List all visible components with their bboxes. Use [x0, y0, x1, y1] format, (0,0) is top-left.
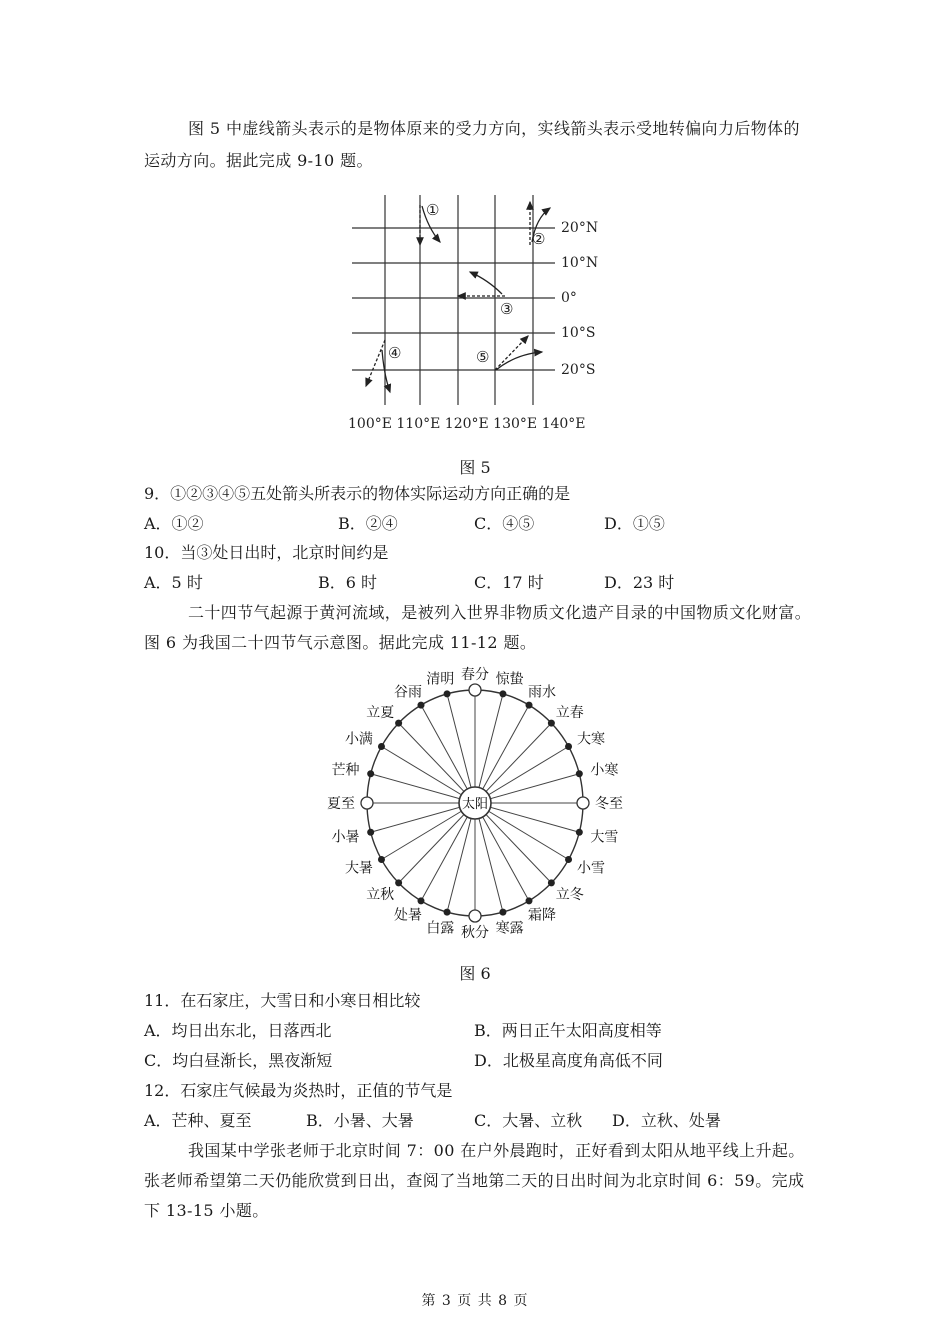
- lat-label-0: 0°: [561, 290, 577, 306]
- q12-option-a: A．芒种、夏至: [144, 1111, 252, 1130]
- marker-4: ④: [388, 344, 402, 362]
- page-footer: 第 3 页 共 8 页: [421, 1293, 529, 1309]
- term-label: 处暑: [394, 907, 422, 924]
- term-label: 小暑: [331, 829, 360, 846]
- term-point: [361, 797, 373, 809]
- spoke: [475, 803, 503, 912]
- term-label: 立春: [555, 704, 584, 721]
- term-point: [469, 684, 481, 696]
- q11-option-a: A．均日出东北，日落西北: [144, 1021, 332, 1040]
- term-point: [418, 897, 425, 904]
- intro3-line1: 我国某中学张老师于北京时间 7：00 在户外晨跑时，正好看到太阳从地平线上升起。: [188, 1141, 805, 1160]
- marker-2: ②: [532, 230, 546, 248]
- term-label: 夏至: [327, 796, 355, 812]
- term-point: [576, 829, 583, 836]
- figure5-caption: 图 5: [459, 458, 491, 477]
- term-label: 小满: [344, 731, 373, 748]
- term-label: 白露: [426, 920, 455, 937]
- figure5-grid-diagram: [340, 190, 620, 440]
- term-label: 清明: [426, 671, 455, 688]
- figure6-solar-terms-diagram: [325, 658, 625, 953]
- term-point: [395, 879, 402, 886]
- intro2-line1: 二十四节气起源于黄河流域，是被列入世界非物质文化遗产目录的中国物质文化财富。: [188, 603, 812, 622]
- term-label: 春分: [461, 667, 489, 683]
- lat-label-20n: 20°N: [561, 220, 599, 236]
- term-label: 小雪: [577, 860, 606, 877]
- term-point: [444, 909, 451, 916]
- term-label: 冬至: [595, 796, 623, 812]
- term-label: 雨水: [528, 684, 556, 701]
- arrow5-force: [495, 336, 528, 370]
- marker-1: ①: [426, 201, 440, 219]
- term-label: 立夏: [366, 704, 395, 721]
- term-point: [378, 856, 385, 863]
- term-label: 立冬: [555, 887, 584, 904]
- term-point: [469, 910, 481, 922]
- lat-label-20s: 20°S: [561, 362, 596, 378]
- term-point: [565, 743, 572, 750]
- q10-option-c: C．17 时: [474, 573, 544, 592]
- term-point: [367, 770, 374, 777]
- intro1-line2: 运动方向。据此完成 9-10 题。: [144, 151, 373, 170]
- q11-option-c: C．均白昼渐长，黑夜渐短: [144, 1051, 333, 1070]
- q11-option-b: B．两日正午太阳高度相等: [474, 1021, 662, 1040]
- term-label: 霜降: [528, 907, 556, 924]
- term-point: [526, 702, 533, 709]
- q11-option-d: D．北极星高度角高低不同: [474, 1051, 663, 1070]
- q11-stem: 11．在石家庄，大雪日和小寒日相比较: [144, 991, 421, 1010]
- q9-option-d: D．①⑤: [604, 514, 665, 533]
- spoke: [447, 694, 475, 803]
- term-point: [576, 770, 583, 777]
- term-point: [499, 909, 506, 916]
- q9-stem: 9．①②③④⑤五处箭头所表示的物体实际运动方向正确的是: [144, 484, 571, 503]
- term-label: 立秋: [366, 887, 395, 904]
- q9-option-b: B．②④: [338, 514, 398, 533]
- q10-stem: 10．当③处日出时，北京时间约是: [144, 543, 389, 562]
- term-label: 秋分: [461, 925, 489, 941]
- q10-option-d: D．23 时: [604, 573, 675, 592]
- q9-option-c: C．④⑤: [474, 514, 535, 533]
- intro3-line2: 张老师希望第二天仍能欣赏到日出，查阅了当地第二天的日出时间为北京时间 6：59。完成: [144, 1171, 805, 1190]
- term-label: 大寒: [577, 731, 606, 748]
- marker-5: ⑤: [476, 348, 490, 366]
- term-point: [367, 829, 374, 836]
- term-label: 大暑: [344, 860, 373, 877]
- q12-option-b: B．小暑、大暑: [306, 1111, 414, 1130]
- figure6-caption: 图 6: [459, 964, 491, 983]
- intro3-line3: 下 13-15 小题。: [144, 1201, 269, 1220]
- term-point: [548, 720, 555, 727]
- q12-option-c: C．大暑、立秋: [474, 1111, 583, 1130]
- arrow3-motion: [470, 272, 502, 294]
- term-point: [548, 879, 555, 886]
- lat-label-10n: 10°N: [561, 255, 599, 271]
- figure5-grid-lines: [352, 195, 555, 405]
- term-point: [395, 720, 402, 727]
- term-point: [499, 690, 506, 697]
- term-label: 寒露: [495, 920, 524, 937]
- intro1-line1: 图 5 中虚线箭头表示的是物体原来的受力方向，实线箭头表示受地转偏向力后物体的: [188, 119, 800, 138]
- term-point: [565, 856, 572, 863]
- term-point: [526, 897, 533, 904]
- term-label: 小寒: [590, 762, 619, 779]
- intro2-line2: 图 6 为我国二十四节气示意图。据此完成 11-12 题。: [144, 633, 537, 652]
- term-label: 大雪: [590, 829, 619, 846]
- q10-option-b: B．6 时: [318, 573, 378, 592]
- spoke: [447, 803, 475, 912]
- term-label: 芒种: [331, 762, 360, 779]
- term-point: [577, 797, 589, 809]
- marker-3: ③: [500, 300, 514, 318]
- term-point: [378, 743, 385, 750]
- arrow4-force: [366, 340, 385, 386]
- q9-option-a: A．①②: [144, 514, 204, 533]
- term-point: [444, 690, 451, 697]
- term-label: 惊蛰: [495, 671, 524, 688]
- sun-label: 太阳: [461, 797, 489, 812]
- term-label: 谷雨: [394, 684, 422, 701]
- q12-option-d: D．立秋、处暑: [612, 1111, 721, 1130]
- lon-labels: 100°E 110°E 120°E 130°E 140°E: [348, 416, 586, 432]
- lat-label-10s: 10°S: [561, 325, 596, 341]
- term-point: [418, 702, 425, 709]
- q10-option-a: A．5 时: [144, 573, 203, 592]
- spoke: [475, 694, 503, 803]
- q12-stem: 12．石家庄气候最为炎热时，正值的节气是: [144, 1081, 453, 1100]
